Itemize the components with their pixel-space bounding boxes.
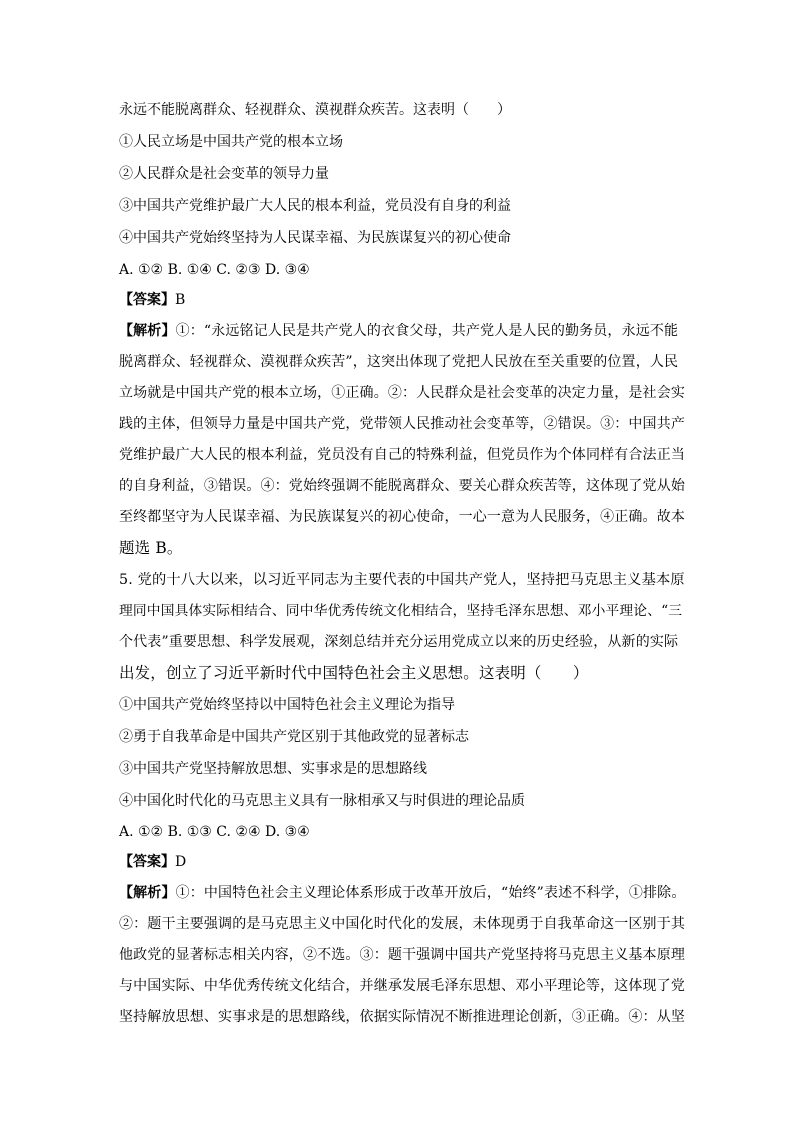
question-5-stem-line: 理同中国具体实际相结合、同中华优秀传统文化相结合，坚持毛泽东思想、邓小平理论、“三 bbox=[119, 603, 683, 619]
question-4-analysis-line: 脱离群众、轻视群众、漠视群众疾苦”，这突出体现了党把人民放在至关重要的位置，人民 bbox=[119, 354, 679, 370]
question-5-option-4: ④中国化时代化的马克思主义具有一脉相承又与时俱进的理论品质 bbox=[119, 793, 525, 809]
question-4-stem: 永远不能脱离群众、轻视群众、漠视群众疾苦。这表明（ ） bbox=[119, 102, 511, 118]
answer-value: D bbox=[175, 854, 187, 870]
question-4-analysis-line: 践的主体，但领导力量是中国共产党，党带领人民推动社会变革等，②错误。③：中国共产 bbox=[119, 416, 685, 432]
analysis-text: ①：“永远铭记人民是共产党人的衣食父母，共产党人是人民的勤务员，永远不能 bbox=[175, 323, 679, 339]
question-5-analysis-line: 与中国实际、中华优秀传统文化结合，并继承发展毛泽东思想、邓小平理论等，这体现了党 bbox=[119, 978, 685, 994]
question-4-answer bbox=[119, 290, 185, 310]
answer-label: 【答案】 bbox=[119, 292, 175, 308]
question-4-choices: A. ①② B. ①④ C. ②③ D. ③④ bbox=[119, 262, 310, 278]
question-5-option-3: ③中国共产党坚持解放思想、实事求是的思想路线 bbox=[119, 761, 427, 777]
question-4-analysis-line: 的自身利益，③错误。④：党始终强调不能脱离群众、要关心群众疾苦等，这体现了党从始 bbox=[119, 478, 685, 494]
question-4-analysis-line: 题选 B。 bbox=[119, 539, 183, 557]
analysis-text: ①：中国特色社会主义理论体系形成于改革开放后，“始终”表述不科学，①排除。 bbox=[175, 885, 686, 901]
question-5-option-2: ②勇于自我革命是中国共产党区别于其他政党的显著标志 bbox=[119, 729, 469, 745]
question-4-option-3: ③中国共产党维护最广大人民的根本利益，党员没有自身的利益 bbox=[119, 198, 511, 214]
answer-label: 【答案】 bbox=[119, 854, 175, 870]
question-5-analysis-line: 他政党的显著标志相关内容，②不选。③：题干强调中国共产党坚持将马克思主义基本原理 bbox=[119, 947, 685, 963]
question-5-choices: A. ①② B. ①③ C. ②④ D. ③④ bbox=[119, 824, 310, 840]
question-5-answer bbox=[119, 852, 186, 872]
answer-value: B bbox=[175, 292, 186, 308]
question-4-option-4: ④中国共产党始终坚持为人民谋幸福、为民族谋复兴的初心使命 bbox=[119, 230, 511, 246]
question-4-option-2: ②人民群众是社会变革的领导力量 bbox=[119, 166, 329, 182]
question-5-stem-line: 出发，创立了习近平新时代中国特色社会主义思想。这表明（ ） bbox=[119, 664, 589, 682]
question-4-analysis-line: 立场就是中国共产党的根本立场，①正确。②：人民群众是社会变革的决定力量，是社会实 bbox=[119, 385, 685, 401]
question-5-stem-line: 个代表”重要思想、科学发展观，深刻总结并充分运用党成立以来的历史经验，从新的实际 bbox=[119, 634, 679, 650]
analysis-label: 【解析】 bbox=[119, 323, 176, 339]
question-5-option-1: ①中国共产党始终坚持以中国特色社会主义理论为指导 bbox=[119, 697, 455, 713]
question-5-stem-line: 5. 党的十八大以来，以习近平同志为主要代表的中国共产党人，坚持把马克思主义基本原 bbox=[119, 572, 685, 588]
analysis-label: 【解析】 bbox=[119, 885, 176, 901]
question-4-analysis-line bbox=[119, 321, 678, 341]
question-5-analysis-line: ②：题干主要强调的是马克思主义中国化时代化的发展，未体现勇于自我革命这一区别于其 bbox=[119, 916, 685, 932]
question-4-analysis-line: 至终都坚守为人民谋幸福、为民族谋复兴的初心使命，一心一意为人民服务，④正确。故本 bbox=[119, 509, 685, 525]
question-4-option-1: ①人民立场是中国共产党的根本立场 bbox=[119, 134, 343, 150]
question-5-analysis-line bbox=[119, 883, 685, 903]
question-4-analysis-line: 党维护最广大人民的根本利益，党员没有自己的特殊利益，但党员作为个体同样有合法正当 bbox=[119, 447, 685, 463]
question-5-analysis-line: 坚持解放思想、实事求是的思想路线，依据实际情况不断推进理论创新，③正确。④：从坚 bbox=[119, 1009, 685, 1025]
